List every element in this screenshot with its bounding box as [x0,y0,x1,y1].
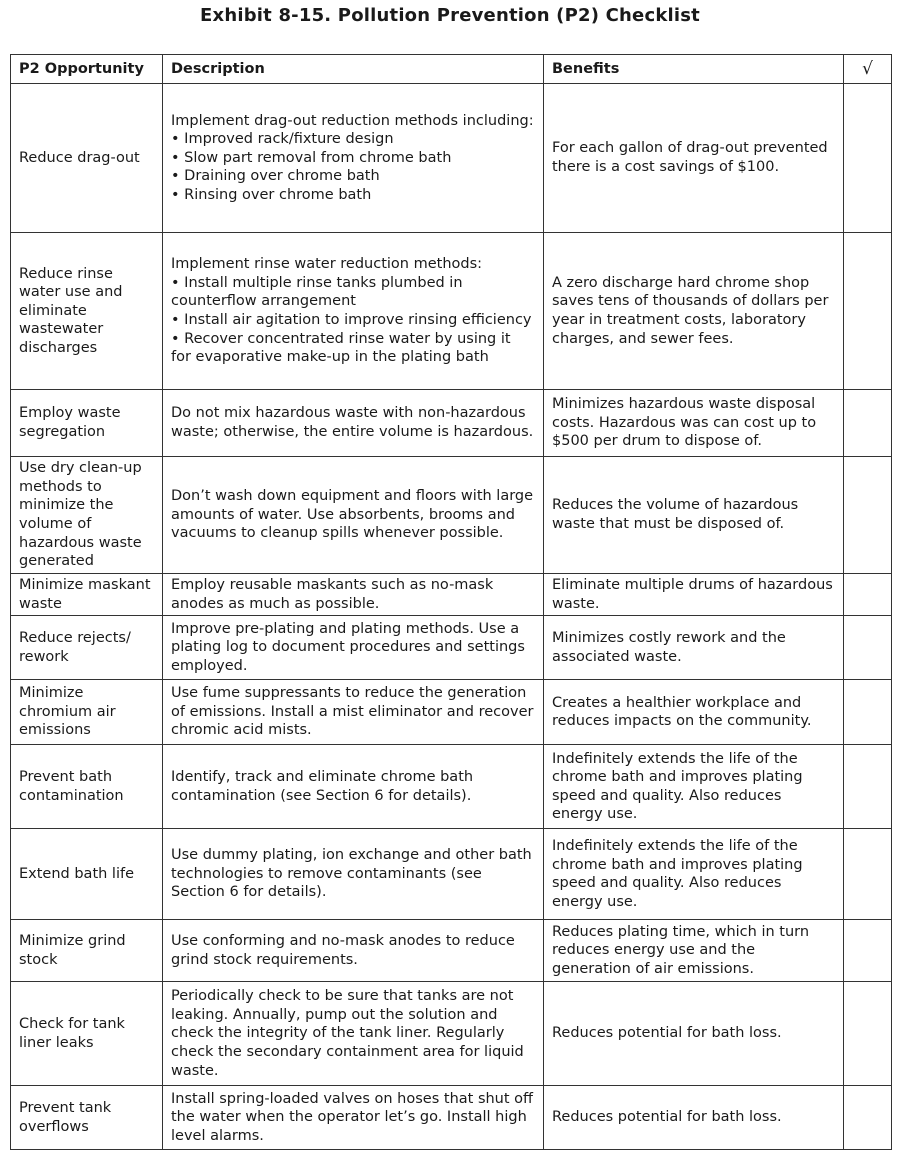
description-line: • Rinsing over chrome bath [171,186,372,203]
checkbox-cell[interactable] [844,1086,892,1150]
table-row [11,920,892,982]
benefits-cell: Reduces the volume of hazardous waste that must be disposed of. [544,457,844,574]
description-cell [163,390,544,457]
table-row [11,680,892,745]
description-line: Periodically check to be sure that tanks are not leaking. Annually, pump out the solution and check the integrity of the tank liner. Regularly check the secondary containment area for liquid waste. [171,988,524,1079]
description-cell [163,745,544,829]
benefits-cell: Reduces potential for bath loss. [544,982,844,1086]
benefits-cell: For each gallon of drag-out prevented there is a cost savings of $100. [544,84,844,233]
opportunity-cell: Use dry clean-up methods to minimize the volume of hazardous waste generated [11,457,163,574]
opportunity-cell: Minimize grind stock [11,920,163,982]
table-row [11,982,892,1086]
benefits-cell: Reduces potential for bath loss. [544,1086,844,1150]
header-opportunity: P2 Opportunity [11,55,163,84]
table-row [11,390,892,457]
description-line: Implement rinse water reduction methods: [171,256,483,273]
benefits-cell: Eliminate multiple drums of hazardous waste. [544,574,844,616]
header-description: Description [163,55,544,84]
table-row [11,616,892,680]
checkbox-cell[interactable] [844,680,892,745]
checkbox-cell[interactable] [844,982,892,1086]
checkbox-cell[interactable] [844,574,892,616]
description-line: Don’t wash down equipment and floors with large amounts of water. Use absorbents, brooms and vacuums to cleanup spills whenever possible. [171,488,534,542]
header-checkmark: √ [844,55,892,84]
checklist-body [11,84,892,1150]
description-line: Use conforming and no-mask anodes to reduce grind stock requirements. [171,933,515,968]
opportunity-cell: Reduce rejects/ rework [11,616,163,680]
description-cell [163,233,544,390]
description-cell [163,920,544,982]
description-cell [163,457,544,574]
description-line: Do not mix hazardous waste with non-hazardous waste; otherwise, the entire volume is hazardous. [171,405,534,440]
opportunity-cell: Prevent tank overflows [11,1086,163,1150]
description-line: • Install multiple rinse tanks plumbed in counterflow arrangement [171,274,463,310]
opportunity-cell: Reduce rinse water use and eliminate wastewater discharges [11,233,163,390]
checkbox-cell[interactable] [844,233,892,390]
opportunity-cell: Check for tank liner leaks [11,982,163,1086]
checkbox-cell[interactable] [844,390,892,457]
description-line: Install spring-loaded valves on hoses that shut off the water when the operator let’s go. Install high level alarms. [171,1090,534,1144]
checkbox-cell[interactable] [844,616,892,680]
description-cell [163,680,544,745]
description-cell [163,829,544,920]
checkbox-cell[interactable] [844,84,892,233]
benefits-cell: Indefinitely extends the life of the chrome bath and improves plating speed and quality. Also reduces energy use. [544,829,844,920]
table-row [11,829,892,920]
p2-checklist-table [10,54,892,1150]
description-line: Use fume suppressants to reduce the generation of emissions. Install a mist eliminator and recover chromic acid mists. [171,685,534,739]
description-line: • Recover concentrated rinse water by using it for evaporative make-up in the plating bath [171,330,511,366]
description-line: Improve pre-plating and plating methods. Use a plating log to document procedures and settings employed. [171,620,525,674]
table-row [11,233,892,390]
benefits-cell: Creates a healthier workplace and reduces impacts on the community. [544,680,844,745]
document-title: Exhibit 8-15. Pollution Prevention (P2) Checklist [200,5,700,26]
description-line: Implement drag-out reduction methods including: [171,112,534,129]
benefits-cell: Indefinitely extends the life of the chrome bath and improves plating speed and quality. Also reduces energy use. [544,745,844,829]
description-line: • Install air agitation to improve rinsing efficiency [171,312,532,328]
description-line: Identify, track and eliminate chrome bath contamination (see Section 6 for details). [171,769,474,804]
header-benefits: Benefits [544,55,844,84]
table-row [11,84,892,233]
checkbox-cell[interactable] [844,829,892,920]
checkbox-cell[interactable] [844,745,892,829]
opportunity-cell: Extend bath life [11,829,163,920]
table-row [11,1086,892,1150]
checkbox-cell[interactable] [844,457,892,574]
opportunity-cell: Employ waste segregation [11,390,163,457]
benefits-cell: Reduces plating time, which in turn reduces energy use and the generation of air emissions. [544,920,844,982]
description-line: • Slow part removal from chrome bath [171,149,452,166]
benefits-cell: Minimizes hazardous waste disposal costs. Hazardous was can cost up to $500 per drum to dispose of. [544,390,844,457]
opportunity-cell: Minimize chromium air emissions [11,680,163,745]
opportunity-cell: Prevent bath contamination [11,745,163,829]
description-line: • Improved rack/fixture design [171,131,394,148]
benefits-cell: Minimizes costly rework and the associated waste. [544,616,844,680]
description-line: Use dummy plating, ion exchange and other bath technologies to remove contaminants (see Section 6 for details). [171,847,532,901]
opportunity-cell: Reduce drag-out [11,84,163,233]
description-line: Employ reusable maskants such as no-mask anodes as much as possible. [171,577,494,612]
description-cell [163,616,544,680]
description-cell [163,574,544,616]
table-row [11,574,892,616]
description-line: • Draining over chrome bath [171,168,380,185]
description-cell [163,1086,544,1150]
table-row [11,745,892,829]
description-cell [163,982,544,1086]
header-row [11,55,892,84]
opportunity-cell: Minimize maskant waste [11,574,163,616]
table-row [11,457,892,574]
description-cell [163,84,544,233]
checkbox-cell[interactable] [844,920,892,982]
benefits-cell: A zero discharge hard chrome shop saves tens of thousands of dollars per year in treatment costs, laboratory charges, and sewer fees. [544,233,844,390]
